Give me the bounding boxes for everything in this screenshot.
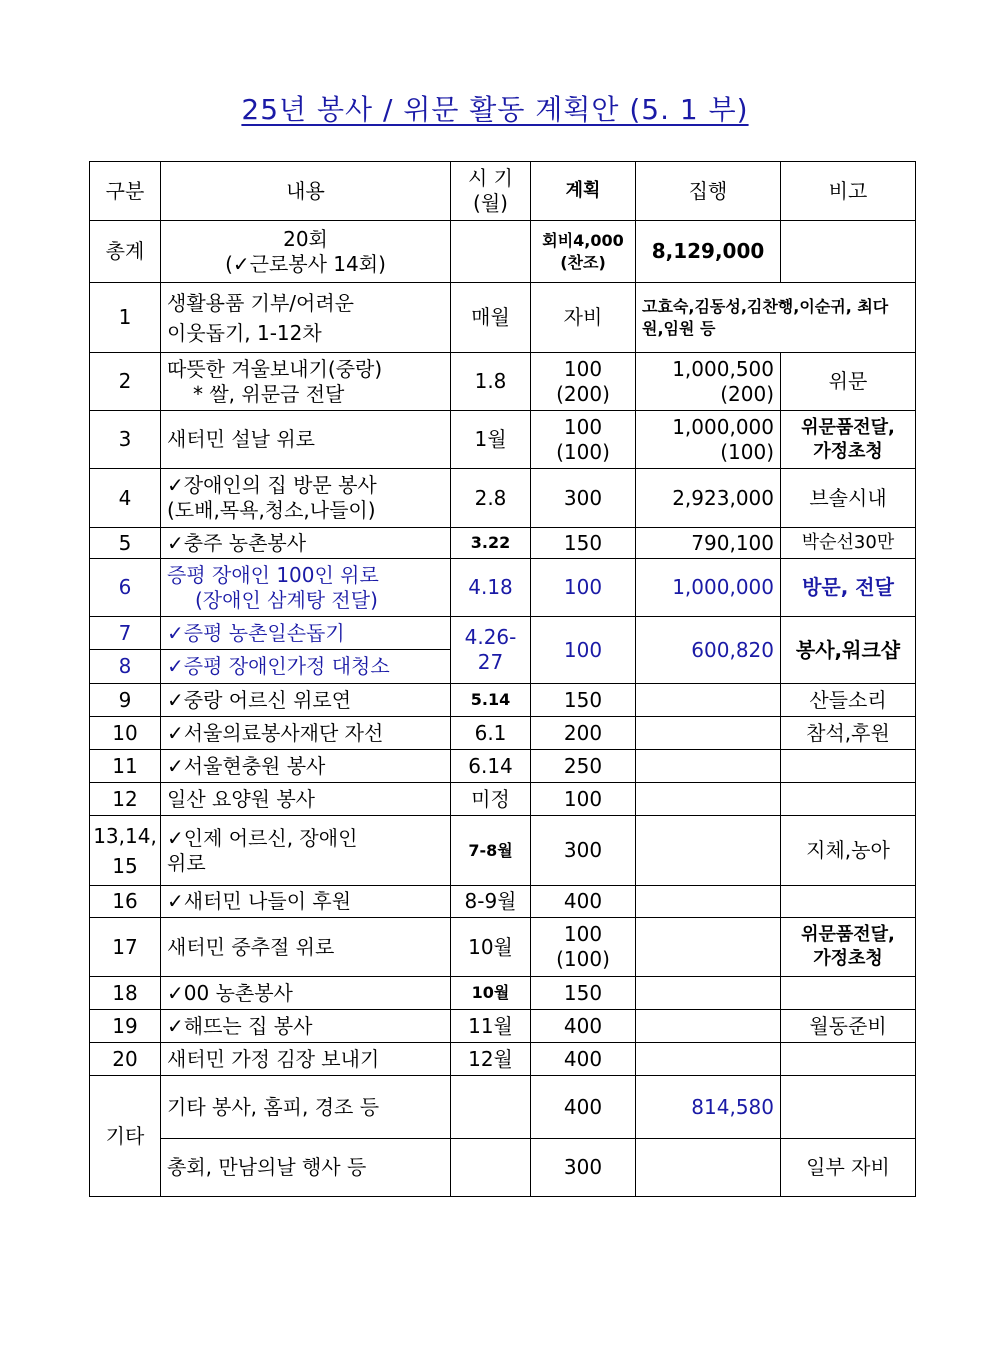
row-exec: 1,000,000 (100) [636,411,781,469]
row-number: 8 [90,650,161,684]
total-period [451,221,531,283]
row-note: 지체,농아 [781,816,916,886]
row-plan: 150 [531,977,636,1010]
header-exec: 집행 [636,162,781,221]
table-header-row [90,162,916,221]
row-period: 4.26- 27 [451,617,531,684]
row-exec: 814,580 [636,1076,781,1139]
row-number: 2 [90,353,161,411]
row-content: ✓중랑 어르신 위로연 [161,684,451,717]
row-content: 생활용품 기부/어려운 이웃돕기, 1-12차 [161,283,451,353]
row-exec [636,816,781,886]
row-exec: 1,000,500 (200) [636,353,781,411]
row-period: 7-8월 [451,816,531,886]
row-exec [636,977,781,1010]
table-row [90,283,916,353]
total-exec: 8,129,000 [636,221,781,283]
row-plan: 200 [531,717,636,750]
row-period: 1월 [451,411,531,469]
header-category: 구분 [90,162,161,221]
row-number: 11 [90,750,161,783]
table-row [90,918,916,977]
row-content: ✓새터민 나들이 후원 [161,886,451,918]
row-period: 1.8 [451,353,531,411]
table-row [90,717,916,750]
header-period: 시 기 (월) [451,162,531,221]
row-plan: 100 [531,617,636,684]
header-content: 내용 [161,162,451,221]
row-note: 고효숙,김동성,김찬행,이순귀, 최다원,임원 등 [636,283,916,353]
page-title: 25년 봉사 / 위문 활동 계획안 (5. 1 부) [241,93,749,126]
row-plan: 100 (200) [531,353,636,411]
row-number: 4 [90,469,161,528]
row-plan: 자비 [531,283,636,353]
row-plan: 400 [531,1043,636,1076]
row-note: 박순선30만 [781,528,916,559]
row-note: 위문품전달, 가정초청 [781,411,916,469]
table-row [90,411,916,469]
row-note: 위문품전달, 가정초청 [781,918,916,977]
row-note: 위문 [781,353,916,411]
table-row [90,1043,916,1076]
total-note [781,221,916,283]
row-note [781,1076,916,1139]
row-number: 18 [90,977,161,1010]
row-exec [636,918,781,977]
row-content: 총회, 만남의날 행사 등 [161,1139,451,1197]
table-row [90,816,916,886]
table-row [90,617,916,650]
row-period: 매월 [451,283,531,353]
row-period: 3.22 [451,528,531,559]
table-row [90,1139,916,1197]
row-number: 17 [90,918,161,977]
row-period: 10월 [451,918,531,977]
row-content: 새터민 가정 김장 보내기 [161,1043,451,1076]
row-number: 9 [90,684,161,717]
row-exec: 1,000,000 [636,559,781,617]
row-plan: 100 [531,783,636,816]
row-note: 방문, 전달 [781,559,916,617]
row-number: 6 [90,559,161,617]
table-row [90,559,916,617]
row-number: 5 [90,528,161,559]
row-note [781,783,916,816]
row-exec [636,1010,781,1043]
row-number: 1 [90,283,161,353]
row-number: 16 [90,886,161,918]
row-content: ✓서울현충원 봉사 [161,750,451,783]
row-plan: 250 [531,750,636,783]
row-plan: 400 [531,1076,636,1139]
other-label: 기타 [90,1076,161,1197]
row-content: ✓장애인의 집 방문 봉사 (도배,목욕,청소,나들이) [161,469,451,528]
row-period: 6.1 [451,717,531,750]
row-number: 3 [90,411,161,469]
row-period: 11월 [451,1010,531,1043]
row-plan: 400 [531,1010,636,1043]
row-note: 월동준비 [781,1010,916,1043]
row-plan: 100 (100) [531,918,636,977]
row-exec [636,750,781,783]
row-exec [636,886,781,918]
row-plan: 300 [531,469,636,528]
row-content: 새터민 설날 위로 [161,411,451,469]
table-row [90,977,916,1010]
row-note: 참석,후원 [781,717,916,750]
row-note: 일부 자비 [781,1139,916,1197]
row-number: 12 [90,783,161,816]
row-period: 8-9월 [451,886,531,918]
row-content: 따뜻한 겨울보내기(중랑) * 쌀, 위문금 전달 [161,353,451,411]
total-plan: 회비4,000 (찬조) [531,221,636,283]
row-content: 기타 봉사, 홈피, 경조 등 [161,1076,451,1139]
row-plan: 100 (100) [531,411,636,469]
row-content: ✓인제 어르신, 장애인 위로 [161,816,451,886]
row-note [781,750,916,783]
table-row [90,353,916,411]
row-exec: 790,100 [636,528,781,559]
row-period: 5.14 [451,684,531,717]
row-period [451,1076,531,1139]
table-row [90,528,916,559]
row-number: 7 [90,617,161,650]
row-plan: 100 [531,559,636,617]
row-period [451,1139,531,1197]
table-row [90,783,916,816]
row-note [781,1043,916,1076]
row-content: ✓충주 농촌봉사 [161,528,451,559]
row-content: 새터민 중추절 위로 [161,918,451,977]
row-period: 10월 [451,977,531,1010]
row-note [781,886,916,918]
row-content: ✓서울의료봉사재단 자선 [161,717,451,750]
row-exec [636,684,781,717]
table-row [90,684,916,717]
table-row [90,886,916,918]
row-note: 봉사,워크샵 [781,617,916,684]
row-exec [636,1043,781,1076]
row-plan: 300 [531,816,636,886]
table-row [90,469,916,528]
row-content: 일산 요양원 봉사 [161,783,451,816]
row-content: 증평 장애인 100인 위로 (장애인 삼계탕 전달) [161,559,451,617]
row-note: 산들소리 [781,684,916,717]
row-exec [636,717,781,750]
row-exec: 600,820 [636,617,781,684]
row-period: 6.14 [451,750,531,783]
row-note [781,977,916,1010]
row-plan: 300 [531,1139,636,1197]
activity-table [89,161,916,1197]
row-period: 4.18 [451,559,531,617]
row-plan: 150 [531,684,636,717]
total-content: 20회 (✓근로봉사 14회) [161,221,451,283]
row-number: 10 [90,717,161,750]
row-number: 13,14, 15 [90,816,161,886]
row-content: ✓00 농촌봉사 [161,977,451,1010]
table-row [90,750,916,783]
total-label: 총계 [90,221,161,283]
row-period: 2.8 [451,469,531,528]
row-period: 미정 [451,783,531,816]
row-content: ✓증평 농촌일손돕기 [161,617,451,650]
row-exec: 2,923,000 [636,469,781,528]
row-note: 브솔시내 [781,469,916,528]
row-exec [636,1139,781,1197]
table-row [90,1010,916,1043]
row-plan: 150 [531,528,636,559]
table-row [90,1076,916,1139]
total-row [90,221,916,283]
row-content: ✓해뜨는 집 봉사 [161,1010,451,1043]
header-plan: 계획 [531,162,636,221]
row-plan: 400 [531,886,636,918]
row-number: 20 [90,1043,161,1076]
row-exec [636,783,781,816]
row-content: ✓증평 장애인가정 대청소 [161,650,451,684]
row-number: 19 [90,1010,161,1043]
row-period: 12월 [451,1043,531,1076]
header-note: 비고 [781,162,916,221]
